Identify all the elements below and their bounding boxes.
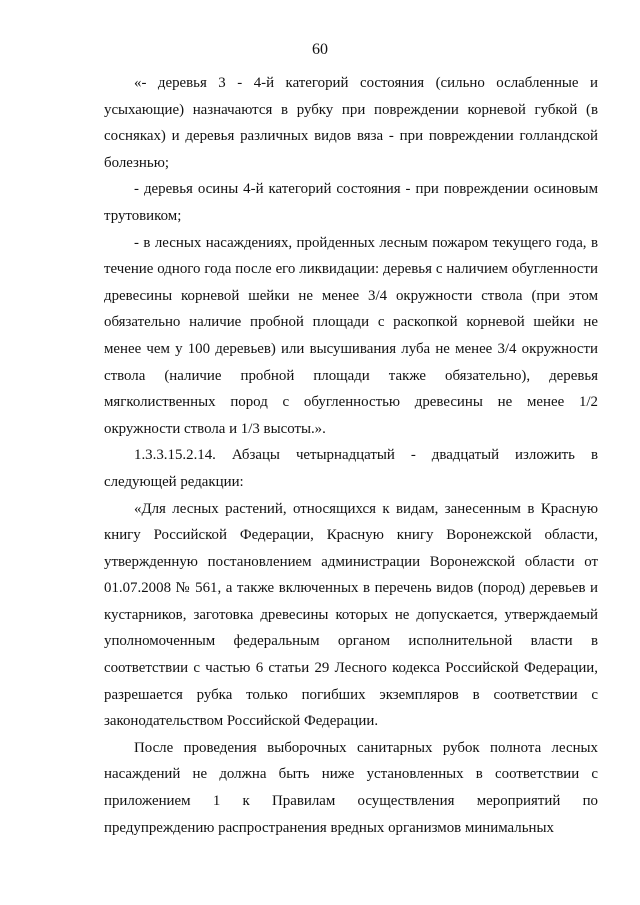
paragraph-stand-density: После проведения выборочных санитарных рубок полнота лесных насаждений не должна быть ниже установленных в соответствии с приложением 1 к Правилам осуществления мероприятий по предупреждению распространения вредных организмов минимальных [104, 739, 598, 836]
paragraph-fire-damage-criteria: - в лесных насаждениях, пройденных лесным пожаром текущего года, в течение одного года после его ликвидации: деревья с наличием обугленности древесины корневой шейки не менее 3/4 окружности ствола (при этом обязательно наличие пробной площади с раскопкой корневой шейки не менее чем у 100 деревьев) или высушивания луба не менее 3/4 окружности ствола (наличие пробной площади также обязательно), деревья мягколиственных пород с обугленностью древесины не менее 1/2 окружности ствола и 1/3 высоты.». [104, 234, 598, 437]
paragraph-beetle-damage-criteria: «- деревья 3 - 4-й категорий состояния (сильно ослабленные и усыхающие) назначаются в рубку при повреждении корневой губкой (в сосняках) и деревья различных видов вяза - при повреждении голландской болезнью; [104, 75, 598, 171]
paragraph-red-book-species: «Для лесных растений, относящихся к видам, занесенным в Красную книгу Российской Федерации, Красную книгу Воронежской области, утвержденную постановлением администрации Воронежской области от 01.07.2008 № 561, а также включенных в перечень видов (пород) деревьев и кустарников, заготовка древесины которых не допускается, утверждаемый уполномоченным федеральным органом исполнительной власти в соответствии с частью 6 статьи 29 Лесного кодекса Российской Федерации, разрешается рубка только погибших экземпляров в соответствии с законодательством Российской Федерации. [104, 500, 598, 730]
paragraph-aspen-criteria: - деревья осины 4-й категорий состояния - при повреждении осиновым трутовиком; [104, 181, 598, 224]
document-body [104, 70, 598, 841]
page-number: 60 [312, 41, 328, 58]
paragraph-amendment-clause: 1.3.3.15.2.14. Абзацы четырнадцатый - двадцатый изложить в следующей редакции: [104, 447, 598, 490]
